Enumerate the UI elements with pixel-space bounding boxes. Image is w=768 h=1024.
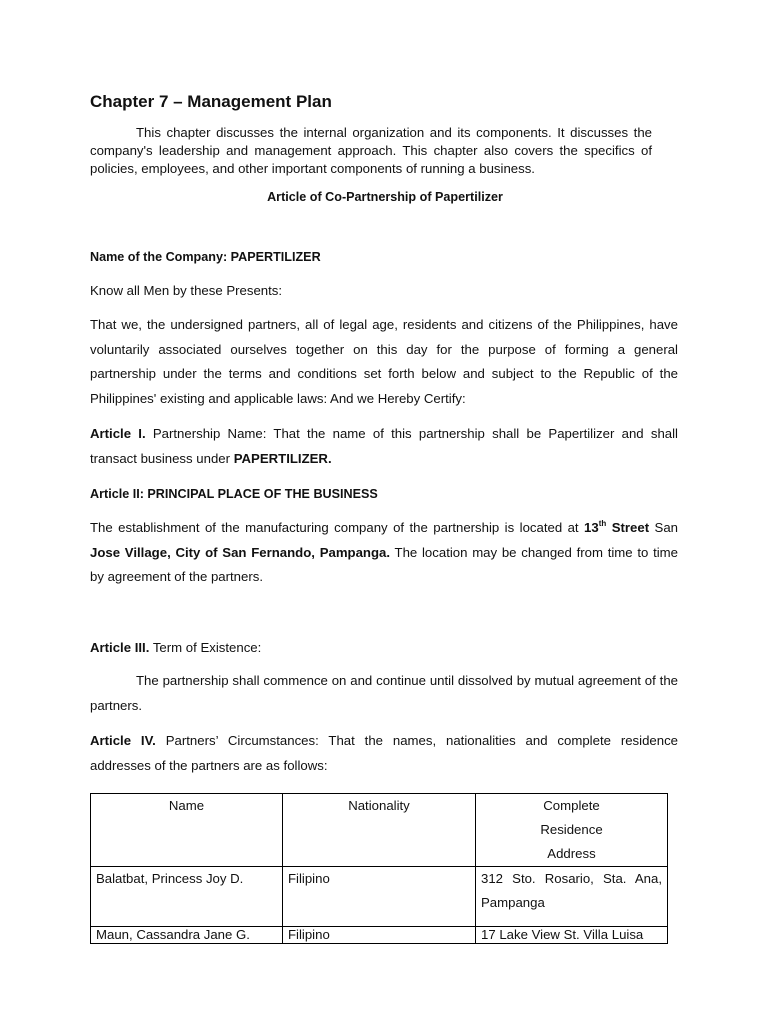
- article-2-text-post: The location may be changed from time to time by agreement of the partners.: [90, 544, 678, 584]
- company-name: PAPERTILIZER: [230, 250, 321, 264]
- street-number: 13: [584, 520, 599, 535]
- article-4-text: Partners’ Circumstances: That the names, nationalities and complete residence addresses of the partners are as follows:: [90, 733, 678, 773]
- header-nationality: Nationality: [283, 794, 476, 867]
- company-name-line: [90, 248, 321, 266]
- article-2-paragraph: [90, 516, 678, 590]
- article-1: [90, 422, 678, 471]
- cell-nationality: Filipino: [283, 927, 476, 944]
- article-2-san: San: [654, 520, 678, 535]
- article-2-heading: Article II: PRINCIPAL PLACE OF THE BUSINESS: [90, 487, 378, 501]
- table-header-row: [91, 794, 668, 867]
- cell-name: Balatbat, Princess Joy D.: [91, 867, 283, 927]
- cell-address: 17 Lake View St. Villa Luisa: [476, 927, 668, 944]
- cell-name: Maun, Cassandra Jane G.: [91, 927, 283, 944]
- article-4-label: Article IV.: [90, 733, 156, 748]
- cell-address: 312 Sto. Rosario, Sta. Ana, Pampanga: [476, 867, 668, 927]
- article-3-paragraph: The partnership shall commence on and continue until dissolved by mutual agreement of the partners.: [90, 673, 678, 713]
- partners-table: [90, 793, 668, 944]
- company-label: Name of the Company:: [90, 250, 228, 264]
- article-3-label: Article III.: [90, 640, 150, 655]
- intro-paragraph: This chapter discusses the internal organization and its components. It discusses the company's leadership and management approach. This chapter also covers the specifics of policies, employees, and other important components of running a business.: [90, 125, 652, 176]
- header-address: Complete Residence Address: [476, 794, 668, 867]
- street-ordinal: th: [598, 519, 607, 528]
- street-word: Street: [611, 520, 650, 535]
- article-1-bold-name: PAPERTILIZER.: [233, 450, 332, 466]
- article-heading: Article of Co-Partnership of Papertilizer: [267, 190, 503, 204]
- preamble-paragraph: That we, the undersigned partners, all of legal age, residents and citizens of the Philippines, have voluntarily associated ourselves together on this day for the purpose of forming a general partnership under the terms and conditions set forth below and subject to the Republic of the Philippines' existing and applicable laws: And we Hereby Certify:: [90, 317, 678, 406]
- article-1-label: Article I.: [90, 426, 146, 441]
- article-1-text: Partnership Name: That the name of this partnership shall be Papertilizer and shall transact business under: [90, 426, 678, 466]
- table-row: [91, 867, 668, 927]
- article-2-address: Jose Village, City of San Fernando, Pampanga.: [90, 544, 391, 560]
- header-name: Name: [91, 794, 283, 867]
- greeting: Know all Men by these Presents:: [90, 283, 283, 298]
- table-row: [91, 927, 668, 944]
- article-3-heading: [90, 639, 261, 657]
- cell-nationality: Filipino: [283, 867, 476, 927]
- chapter-title: Chapter 7 – Management Plan: [90, 92, 332, 111]
- article-2-text-pre: The establishment of the manufacturing company of the partnership is located at: [90, 520, 579, 535]
- article-4: [90, 729, 678, 778]
- article-3-title: Term of Existence:: [152, 640, 262, 655]
